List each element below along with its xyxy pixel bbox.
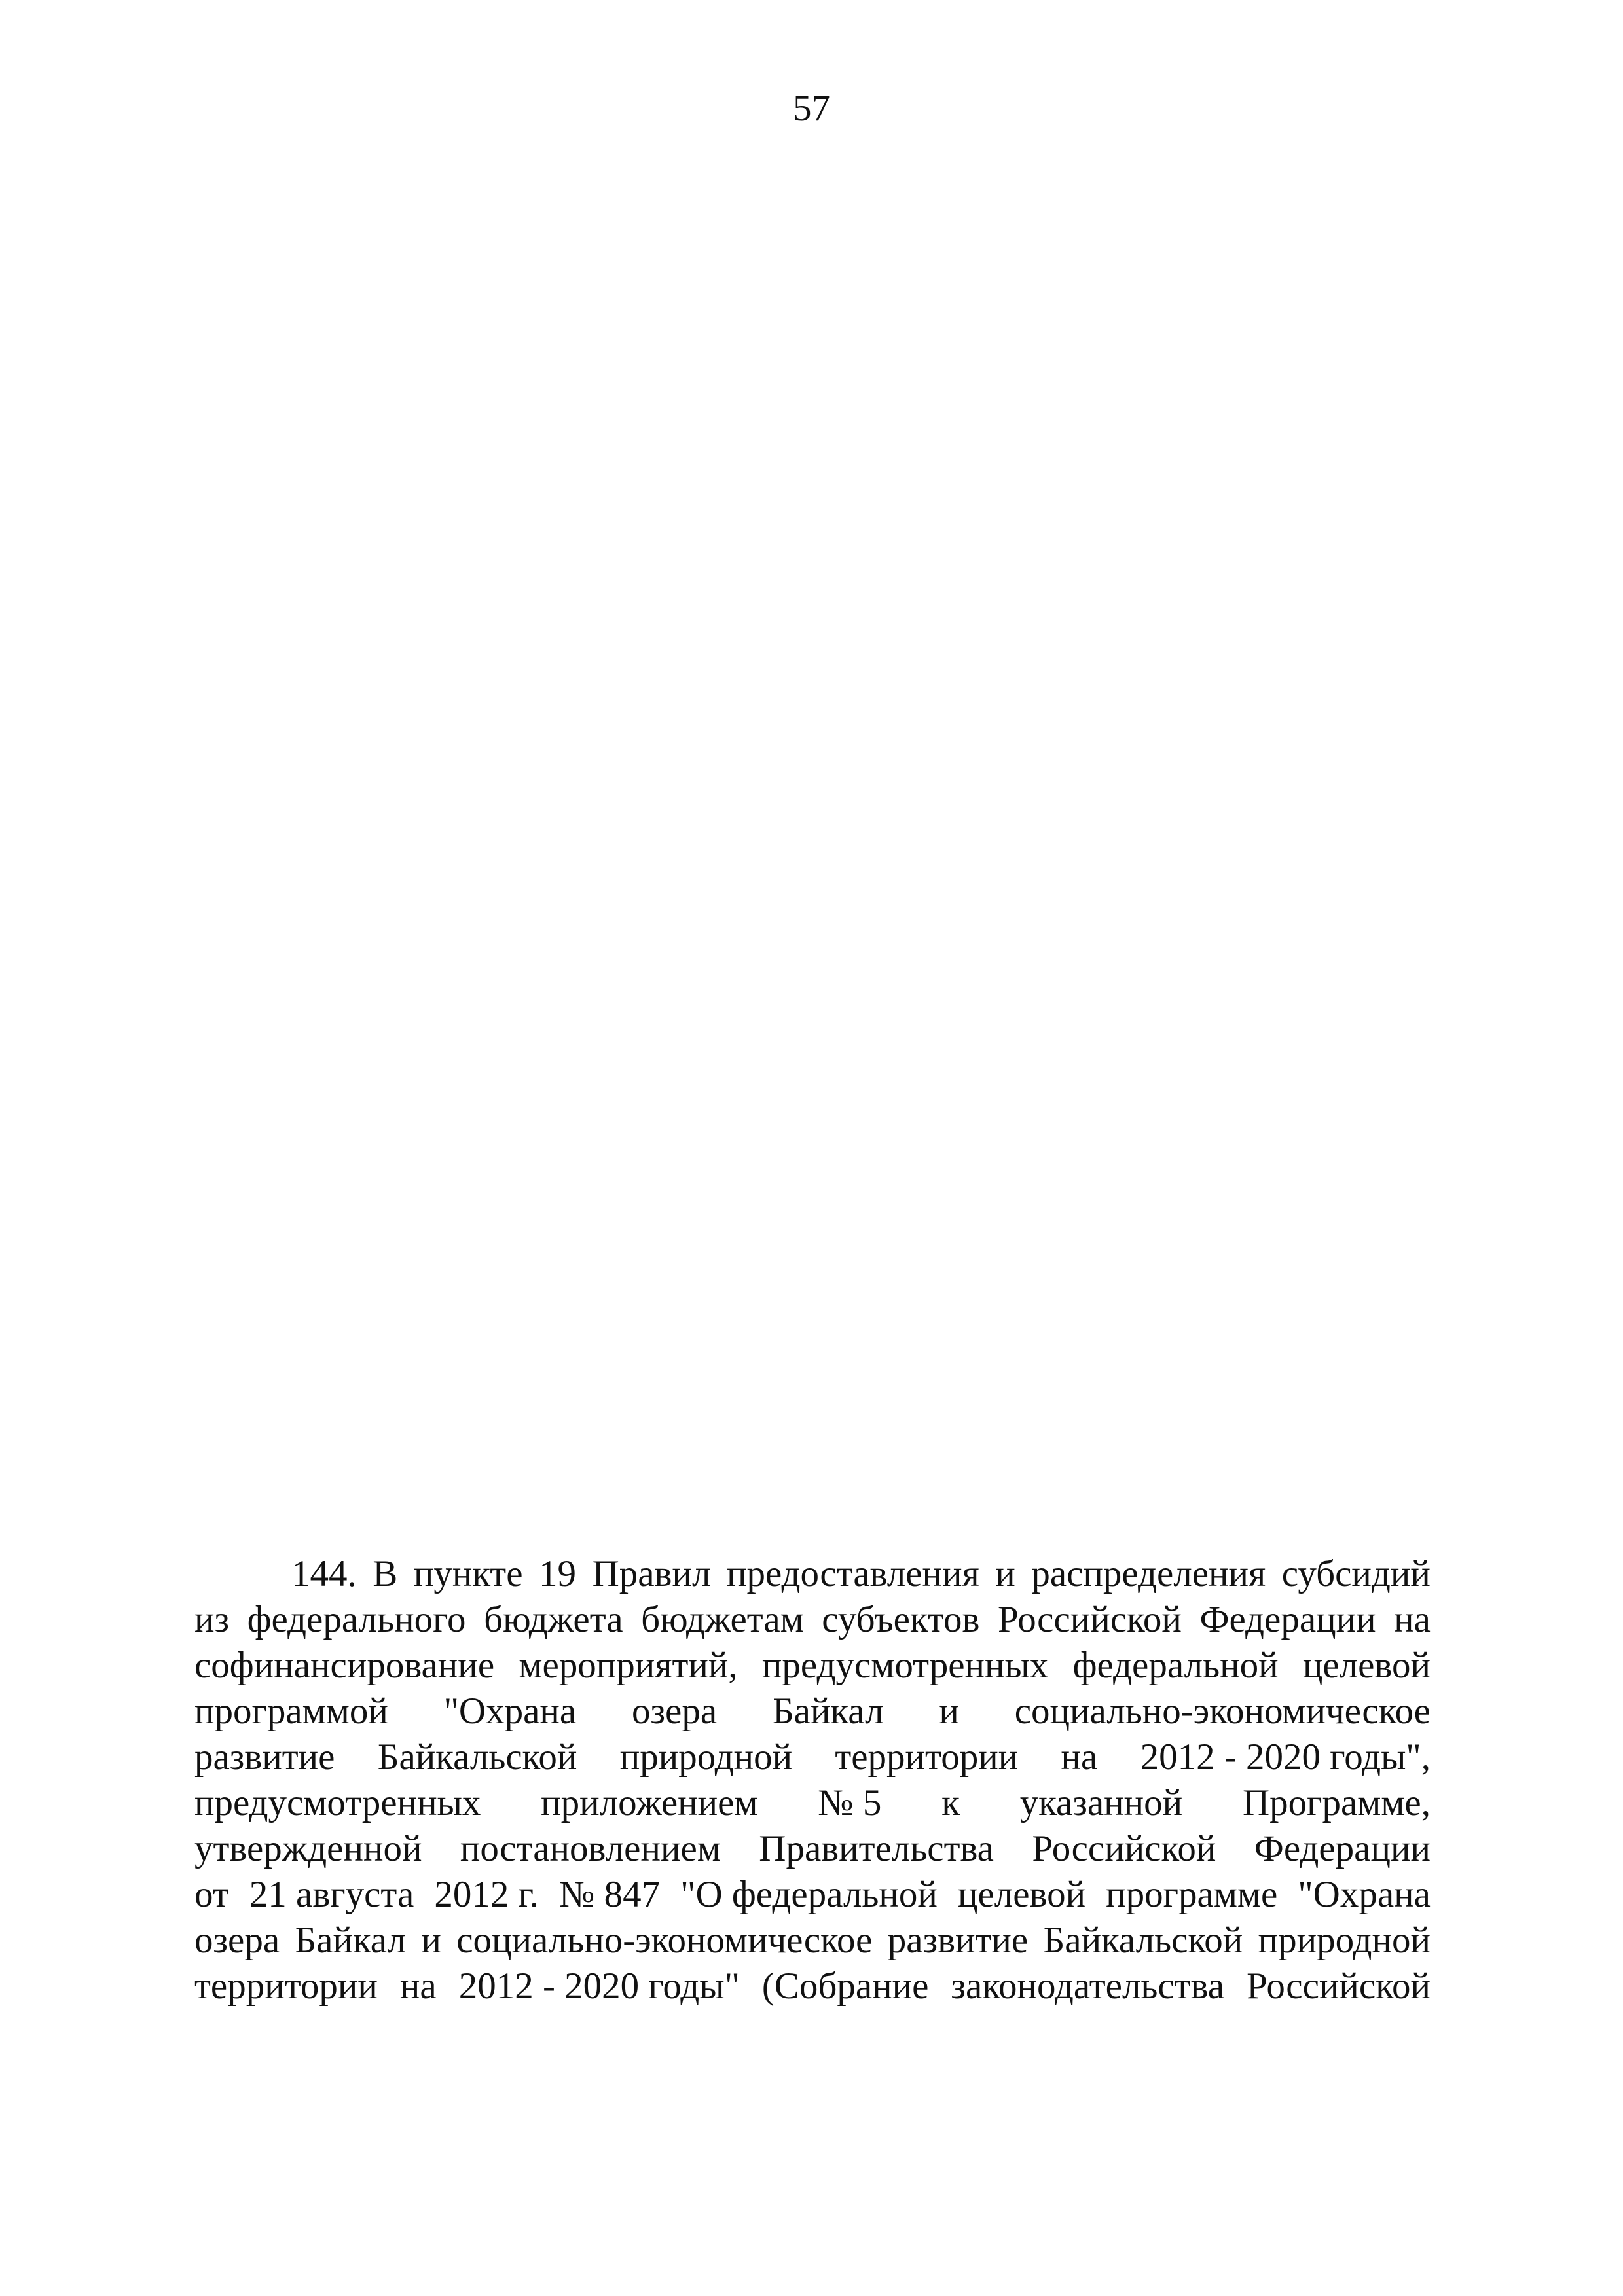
word: постановлением xyxy=(460,1828,721,1869)
word: на xyxy=(399,1965,437,2007)
text-line xyxy=(194,1918,1431,1964)
word: Российской xyxy=(1247,1965,1431,2007)
paragraph-144 xyxy=(194,1551,1431,2009)
word: указанной xyxy=(1019,1782,1183,1823)
word: "О федеральной xyxy=(680,1874,938,1915)
word: природной xyxy=(1258,1920,1431,1961)
word: Байкал xyxy=(295,1920,407,1961)
word: бюджета xyxy=(484,1599,623,1640)
word: федеральной xyxy=(1072,1645,1279,1686)
word: мероприятий, xyxy=(519,1645,738,1686)
word: 2012 г. xyxy=(434,1874,539,1915)
word: приложением xyxy=(541,1782,758,1823)
word: "Охрана xyxy=(1298,1874,1431,1915)
text-line xyxy=(194,1964,1431,2009)
word: законодательства xyxy=(951,1965,1225,2007)
word: Федерации xyxy=(1254,1828,1431,1869)
text-line xyxy=(194,1826,1431,1872)
word: на xyxy=(1394,1599,1431,1640)
word: социально-экономическое xyxy=(456,1920,873,1961)
word: к xyxy=(941,1782,960,1823)
word: Байкал xyxy=(772,1691,884,1732)
word: Правительства xyxy=(759,1828,994,1869)
word: "Охрана xyxy=(443,1691,577,1732)
word: предусмотренных xyxy=(761,1645,1049,1686)
word: целевой xyxy=(958,1874,1086,1915)
word: и xyxy=(995,1553,1015,1594)
word: и xyxy=(939,1691,959,1732)
word: Правил xyxy=(592,1553,711,1594)
text-line xyxy=(194,1597,1431,1643)
word: В xyxy=(373,1553,398,1594)
word: от xyxy=(194,1874,229,1915)
text-line xyxy=(194,1780,1431,1826)
word: утвержденной xyxy=(194,1828,422,1869)
text-line xyxy=(194,1551,1431,1597)
word: 2012 - 2020 годы", xyxy=(1140,1736,1431,1778)
word: и xyxy=(421,1920,441,1961)
word: на xyxy=(1061,1736,1098,1778)
text-line xyxy=(194,1643,1431,1689)
text-line xyxy=(194,1734,1431,1780)
word: федерального xyxy=(247,1599,466,1640)
word: территории xyxy=(835,1736,1019,1778)
word: распределения xyxy=(1031,1553,1266,1594)
word: Российской xyxy=(997,1599,1182,1640)
word: субсидий xyxy=(1281,1553,1431,1594)
word: территории xyxy=(194,1965,378,2007)
word: социально-экономическое xyxy=(1014,1691,1431,1732)
text-line xyxy=(194,1872,1431,1918)
word: из xyxy=(194,1599,230,1640)
word: озера xyxy=(194,1920,280,1961)
word: 21 августа xyxy=(249,1874,414,1915)
word: Байкальской xyxy=(1043,1920,1243,1961)
word: софинансирование xyxy=(194,1645,495,1686)
word: субъектов xyxy=(822,1599,980,1640)
word: озера xyxy=(632,1691,718,1732)
word: 19 xyxy=(539,1553,577,1594)
word: предусмотренных xyxy=(194,1782,481,1823)
word: природной xyxy=(619,1736,793,1778)
word: целевой xyxy=(1302,1645,1431,1686)
word: 2012 - 2020 годы" xyxy=(458,1965,740,2007)
word: Байкальской xyxy=(377,1736,577,1778)
text-line xyxy=(194,1689,1431,1734)
word: бюджетам xyxy=(641,1599,804,1640)
word: предоставления xyxy=(726,1553,979,1594)
word: Российской xyxy=(1032,1828,1216,1869)
word: Федерации xyxy=(1199,1599,1376,1640)
word: (Собрание xyxy=(761,1965,929,2007)
word: № 847 xyxy=(558,1874,661,1915)
word: № 5 xyxy=(818,1782,882,1823)
word: Программе, xyxy=(1242,1782,1431,1823)
word: программе xyxy=(1106,1874,1278,1915)
word: развитие xyxy=(887,1920,1029,1961)
page-number: 57 xyxy=(793,88,830,129)
word: пункте xyxy=(413,1553,523,1594)
word: программой xyxy=(194,1691,388,1732)
word: развитие xyxy=(194,1736,335,1778)
word: 144. xyxy=(291,1553,357,1594)
